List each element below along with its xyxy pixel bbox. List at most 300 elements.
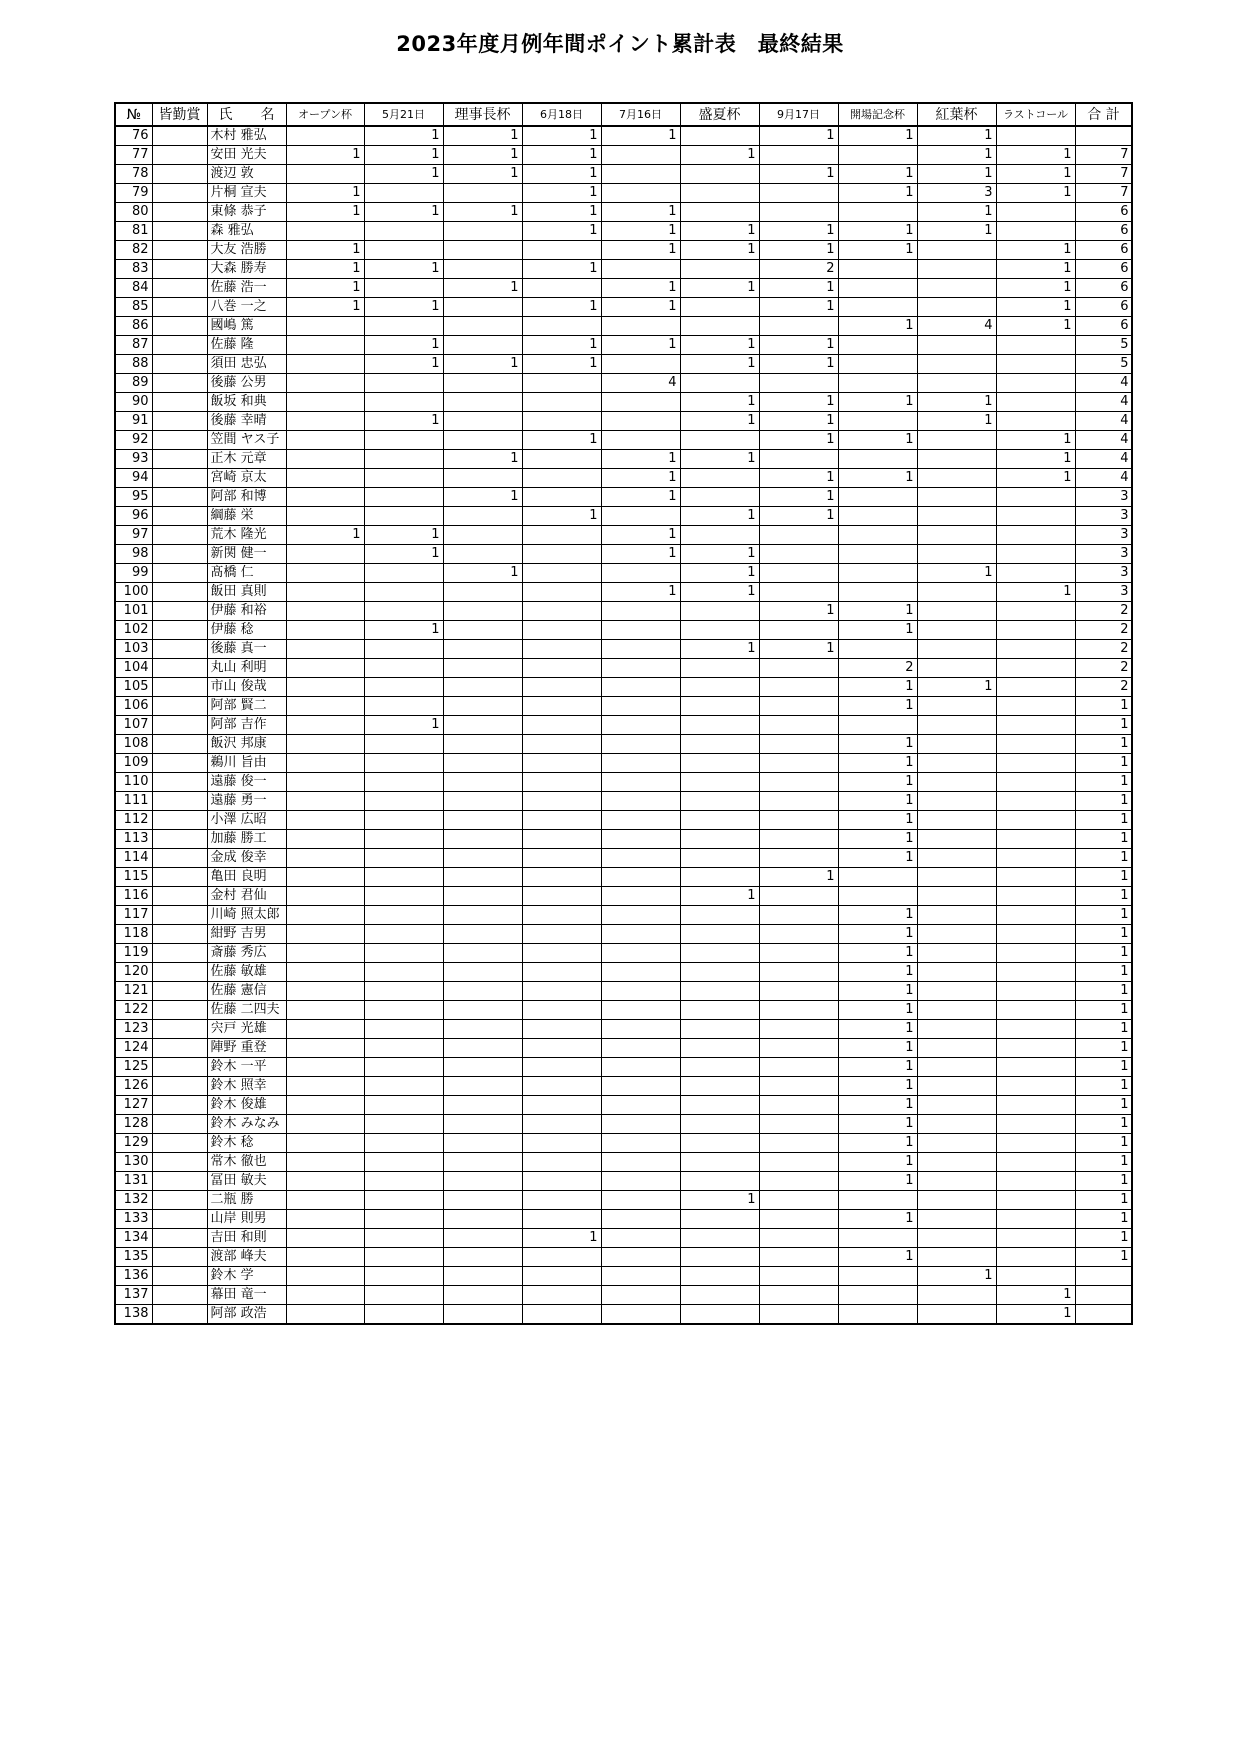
total-cell: 1 <box>1075 1210 1132 1229</box>
table-row <box>115 849 1132 868</box>
points-cell: 1 <box>522 355 601 374</box>
table-row <box>115 488 1132 507</box>
points-cell <box>680 830 759 849</box>
attendance-cell <box>152 697 207 716</box>
points-cell <box>443 1134 522 1153</box>
points-cell: 1 <box>996 184 1075 203</box>
player-name: 伊藤 稔 <box>207 621 286 640</box>
points-cell: 1 <box>838 1248 917 1267</box>
player-name: 木村 雅弘 <box>207 126 286 146</box>
points-cell <box>759 1305 838 1325</box>
attendance-cell <box>152 146 207 165</box>
table-row <box>115 126 1132 146</box>
points-cell <box>364 222 443 241</box>
points-cell <box>522 1096 601 1115</box>
points-cell <box>917 1096 996 1115</box>
row-number: 138 <box>115 1305 152 1325</box>
total-cell: 1 <box>1075 1020 1132 1039</box>
row-number: 133 <box>115 1210 152 1229</box>
points-cell <box>443 1172 522 1191</box>
points-cell <box>522 412 601 431</box>
points-cell: 1 <box>838 1115 917 1134</box>
points-cell <box>680 1210 759 1229</box>
points-cell <box>759 621 838 640</box>
total-cell: 6 <box>1075 203 1132 222</box>
points-cell <box>601 317 680 336</box>
points-cell <box>759 735 838 754</box>
points-cell <box>286 621 364 640</box>
attendance-cell <box>152 412 207 431</box>
points-cell <box>522 1001 601 1020</box>
row-number: 78 <box>115 165 152 184</box>
attendance-cell <box>152 203 207 222</box>
points-cell <box>759 1096 838 1115</box>
row-number: 99 <box>115 564 152 583</box>
total-cell: 1 <box>1075 1248 1132 1267</box>
points-cell <box>601 716 680 735</box>
points-cell: 1 <box>601 488 680 507</box>
table-row <box>115 602 1132 621</box>
points-cell <box>601 963 680 982</box>
player-name: 佐藤 敏雄 <box>207 963 286 982</box>
points-cell <box>838 488 917 507</box>
total-cell: 3 <box>1075 526 1132 545</box>
table-row <box>115 545 1132 564</box>
points-cell <box>364 678 443 697</box>
column-header: 皆勤賞 <box>152 103 207 126</box>
points-cell: 1 <box>838 184 917 203</box>
points-cell: 1 <box>838 735 917 754</box>
player-name: 須田 忠弘 <box>207 355 286 374</box>
attendance-cell <box>152 868 207 887</box>
row-number: 92 <box>115 431 152 450</box>
total-cell: 6 <box>1075 222 1132 241</box>
points-cell <box>917 1210 996 1229</box>
points-cell <box>364 1305 443 1325</box>
points-cell <box>522 564 601 583</box>
points-cell <box>838 374 917 393</box>
player-name: 紺野 吉男 <box>207 925 286 944</box>
points-cell: 1 <box>838 1039 917 1058</box>
player-name: 鈴木 照幸 <box>207 1077 286 1096</box>
points-cell <box>601 621 680 640</box>
points-cell <box>443 222 522 241</box>
points-cell <box>1075 126 1132 146</box>
points-cell <box>917 830 996 849</box>
attendance-cell <box>152 184 207 203</box>
attendance-cell <box>152 621 207 640</box>
points-cell: 1 <box>680 393 759 412</box>
row-number: 104 <box>115 659 152 678</box>
points-cell: 1 <box>680 412 759 431</box>
attendance-cell <box>152 1210 207 1229</box>
points-cell <box>286 355 364 374</box>
player-name: 宮崎 京太 <box>207 469 286 488</box>
points-cell <box>364 849 443 868</box>
points-cell <box>759 146 838 165</box>
row-number: 101 <box>115 602 152 621</box>
points-cell <box>996 1077 1075 1096</box>
row-number: 86 <box>115 317 152 336</box>
points-cell <box>364 1267 443 1286</box>
points-cell <box>996 1134 1075 1153</box>
player-name: 亀田 良明 <box>207 868 286 887</box>
points-cell <box>364 1020 443 1039</box>
points-cell: 1 <box>443 488 522 507</box>
points-cell <box>443 1115 522 1134</box>
attendance-cell <box>152 1020 207 1039</box>
table-row <box>115 944 1132 963</box>
points-cell <box>917 488 996 507</box>
points-cell <box>286 868 364 887</box>
points-cell <box>680 1039 759 1058</box>
points-cell: 1 <box>601 336 680 355</box>
row-number: 95 <box>115 488 152 507</box>
points-cell <box>601 925 680 944</box>
attendance-cell <box>152 963 207 982</box>
attendance-cell <box>152 1229 207 1248</box>
total-cell: 5 <box>1075 336 1132 355</box>
points-cell <box>364 184 443 203</box>
table-row <box>115 146 1132 165</box>
points-cell: 1 <box>838 1020 917 1039</box>
points-cell <box>443 1191 522 1210</box>
points-cell: 1 <box>286 184 364 203</box>
points-cell <box>680 659 759 678</box>
points-cell <box>759 716 838 735</box>
points-cell <box>443 944 522 963</box>
row-number: 80 <box>115 203 152 222</box>
points-cell <box>838 298 917 317</box>
total-cell: 3 <box>1075 564 1132 583</box>
points-cell: 1 <box>364 412 443 431</box>
points-cell <box>759 982 838 1001</box>
points-cell: 1 <box>759 241 838 260</box>
points-cell <box>917 849 996 868</box>
attendance-cell <box>152 260 207 279</box>
points-cell <box>286 792 364 811</box>
points-cell <box>680 849 759 868</box>
column-header: 紅葉杯 <box>917 103 996 126</box>
points-cell: 1 <box>680 583 759 602</box>
points-cell: 1 <box>838 126 917 146</box>
row-number: 137 <box>115 1286 152 1305</box>
points-cell <box>759 1248 838 1267</box>
points-cell <box>917 659 996 678</box>
player-name: 後藤 幸晴 <box>207 412 286 431</box>
player-name: 安田 光夫 <box>207 146 286 165</box>
points-cell <box>364 450 443 469</box>
points-cell <box>996 1191 1075 1210</box>
column-header: オープン杯 <box>286 103 364 126</box>
points-cell <box>286 1172 364 1191</box>
points-cell <box>838 526 917 545</box>
points-cell <box>286 1305 364 1325</box>
points-cell <box>996 811 1075 830</box>
points-cell <box>601 1001 680 1020</box>
points-cell: 1 <box>759 222 838 241</box>
points-cell <box>364 469 443 488</box>
points-cell <box>443 336 522 355</box>
points-cell <box>680 811 759 830</box>
points-cell: 1 <box>996 450 1075 469</box>
points-cell: 1 <box>364 165 443 184</box>
table-row <box>115 165 1132 184</box>
table-row <box>115 431 1132 450</box>
table-row <box>115 1267 1132 1286</box>
points-cell <box>364 488 443 507</box>
points-cell <box>996 963 1075 982</box>
points-cell: 1 <box>522 507 601 526</box>
points-cell <box>680 1020 759 1039</box>
points-cell <box>759 1077 838 1096</box>
attendance-cell <box>152 887 207 906</box>
total-cell: 1 <box>1075 1229 1132 1248</box>
attendance-cell <box>152 735 207 754</box>
attendance-cell <box>152 849 207 868</box>
row-number: 97 <box>115 526 152 545</box>
points-cell <box>601 811 680 830</box>
points-cell <box>286 1229 364 1248</box>
table-row <box>115 1229 1132 1248</box>
points-cell <box>601 754 680 773</box>
points-cell <box>917 773 996 792</box>
points-cell <box>680 716 759 735</box>
points-cell <box>286 697 364 716</box>
points-cell <box>522 1077 601 1096</box>
row-number: 124 <box>115 1039 152 1058</box>
points-cell <box>996 678 1075 697</box>
points-cell: 1 <box>522 203 601 222</box>
points-cell <box>917 1020 996 1039</box>
points-cell <box>917 1077 996 1096</box>
attendance-cell <box>152 754 207 773</box>
row-number: 118 <box>115 925 152 944</box>
points-cell <box>996 773 1075 792</box>
points-cell <box>522 241 601 260</box>
player-name: 宍戸 光雄 <box>207 1020 286 1039</box>
attendance-cell <box>152 659 207 678</box>
total-cell: 6 <box>1075 298 1132 317</box>
points-table <box>114 102 1133 1325</box>
total-cell: 1 <box>1075 1191 1132 1210</box>
player-name: 佐藤 憲信 <box>207 982 286 1001</box>
points-cell: 1 <box>364 545 443 564</box>
points-cell <box>286 583 364 602</box>
total-cell: 3 <box>1075 488 1132 507</box>
points-cell <box>601 906 680 925</box>
points-cell <box>443 1248 522 1267</box>
total-cell: 1 <box>1075 1153 1132 1172</box>
points-cell: 1 <box>838 621 917 640</box>
points-cell <box>996 1039 1075 1058</box>
points-cell <box>364 868 443 887</box>
player-name: 正木 元章 <box>207 450 286 469</box>
attendance-cell <box>152 1096 207 1115</box>
player-name: 市山 俊哉 <box>207 678 286 697</box>
points-cell <box>680 1058 759 1077</box>
total-cell: 1 <box>1075 1172 1132 1191</box>
player-name: 冨田 敏夫 <box>207 1172 286 1191</box>
points-cell: 1 <box>680 450 759 469</box>
row-number: 116 <box>115 887 152 906</box>
points-cell: 1 <box>838 811 917 830</box>
points-cell <box>759 906 838 925</box>
points-cell: 1 <box>996 431 1075 450</box>
points-cell <box>443 412 522 431</box>
column-header: № <box>115 103 152 126</box>
points-cell <box>601 868 680 887</box>
row-number: 107 <box>115 716 152 735</box>
player-name: 吉田 和則 <box>207 1229 286 1248</box>
points-cell <box>443 1286 522 1305</box>
points-cell: 1 <box>364 716 443 735</box>
points-cell <box>996 1001 1075 1020</box>
points-cell <box>680 203 759 222</box>
player-name: 渡部 峰夫 <box>207 1248 286 1267</box>
row-number: 108 <box>115 735 152 754</box>
player-name: 片桐 宣夫 <box>207 184 286 203</box>
player-name: 國嶋 篤 <box>207 317 286 336</box>
points-cell: 1 <box>286 298 364 317</box>
table-row <box>115 1172 1132 1191</box>
points-cell <box>286 336 364 355</box>
points-cell: 1 <box>838 792 917 811</box>
points-cell <box>364 431 443 450</box>
points-cell <box>443 469 522 488</box>
points-cell <box>996 1210 1075 1229</box>
player-name: 飯沢 邦康 <box>207 735 286 754</box>
points-cell <box>443 393 522 412</box>
points-cell <box>443 830 522 849</box>
points-cell <box>996 925 1075 944</box>
points-cell <box>286 659 364 678</box>
points-cell <box>759 317 838 336</box>
points-cell <box>601 982 680 1001</box>
points-cell: 1 <box>838 1077 917 1096</box>
points-cell: 1 <box>838 963 917 982</box>
points-cell <box>443 963 522 982</box>
points-cell <box>364 906 443 925</box>
points-cell <box>759 792 838 811</box>
points-cell <box>917 545 996 564</box>
points-cell <box>286 469 364 488</box>
points-cell <box>996 412 1075 431</box>
points-cell <box>364 507 443 526</box>
column-header: 合 計 <box>1075 103 1132 126</box>
player-name: 遠藤 勇一 <box>207 792 286 811</box>
points-cell <box>759 811 838 830</box>
points-cell <box>286 1210 364 1229</box>
points-cell: 1 <box>838 222 917 241</box>
table-row <box>115 1001 1132 1020</box>
points-cell <box>680 602 759 621</box>
table-row <box>115 317 1132 336</box>
points-cell <box>917 1134 996 1153</box>
points-cell: 1 <box>996 1286 1075 1305</box>
points-cell <box>364 963 443 982</box>
points-cell <box>286 564 364 583</box>
player-name: 髙橋 仁 <box>207 564 286 583</box>
row-number: 117 <box>115 906 152 925</box>
table-row <box>115 659 1132 678</box>
attendance-cell <box>152 583 207 602</box>
points-cell <box>364 773 443 792</box>
points-cell <box>917 792 996 811</box>
points-cell <box>522 678 601 697</box>
points-cell <box>917 1229 996 1248</box>
points-cell <box>286 1248 364 1267</box>
table-row <box>115 279 1132 298</box>
points-cell <box>364 393 443 412</box>
points-cell: 1 <box>522 298 601 317</box>
points-cell <box>680 1229 759 1248</box>
points-cell <box>522 697 601 716</box>
table-row <box>115 583 1132 602</box>
points-cell <box>364 317 443 336</box>
table-row <box>115 1077 1132 1096</box>
points-cell <box>443 906 522 925</box>
points-cell <box>917 1248 996 1267</box>
points-cell <box>759 545 838 564</box>
points-cell: 2 <box>838 659 917 678</box>
points-cell <box>996 887 1075 906</box>
total-cell: 5 <box>1075 355 1132 374</box>
table-row <box>115 1115 1132 1134</box>
points-cell <box>364 602 443 621</box>
points-cell <box>443 735 522 754</box>
points-cell: 1 <box>443 564 522 583</box>
total-cell: 1 <box>1075 944 1132 963</box>
points-cell: 1 <box>838 1210 917 1229</box>
points-cell: 1 <box>996 165 1075 184</box>
points-cell <box>522 469 601 488</box>
points-cell <box>601 678 680 697</box>
total-cell: 1 <box>1075 887 1132 906</box>
table-row <box>115 450 1132 469</box>
points-cell <box>680 1172 759 1191</box>
points-cell <box>443 716 522 735</box>
attendance-cell <box>152 1115 207 1134</box>
points-cell <box>917 1058 996 1077</box>
points-cell <box>601 165 680 184</box>
points-cell: 1 <box>680 640 759 659</box>
row-number: 111 <box>115 792 152 811</box>
points-cell <box>522 488 601 507</box>
points-cell <box>522 583 601 602</box>
player-name: 佐藤 隆 <box>207 336 286 355</box>
player-name: 八巻 一之 <box>207 298 286 317</box>
points-cell <box>601 564 680 583</box>
points-cell: 1 <box>759 488 838 507</box>
points-cell <box>917 374 996 393</box>
points-cell: 1 <box>759 355 838 374</box>
points-cell: 1 <box>286 260 364 279</box>
points-cell <box>996 849 1075 868</box>
column-header: 理事長杯 <box>443 103 522 126</box>
points-cell <box>838 868 917 887</box>
points-cell <box>443 621 522 640</box>
points-cell <box>838 203 917 222</box>
row-number: 94 <box>115 469 152 488</box>
points-cell <box>443 526 522 545</box>
total-cell: 4 <box>1075 450 1132 469</box>
points-cell <box>996 792 1075 811</box>
points-cell <box>286 488 364 507</box>
points-cell: 1 <box>601 545 680 564</box>
row-number: 132 <box>115 1191 152 1210</box>
points-cell <box>917 1001 996 1020</box>
